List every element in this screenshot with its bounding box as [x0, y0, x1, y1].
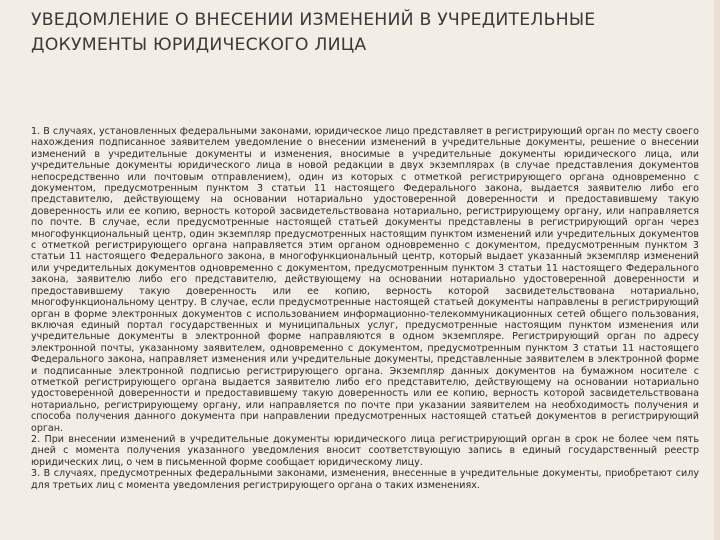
right-edge-divider [714, 0, 720, 540]
body-text [31, 126, 699, 491]
paragraph-3: 3. В случаях, предусмотренных федеральными законами, изменения, внесенные в учредительные документы, приобретают силу для третьих лиц с момента уведомления регистрирующего органа о таких изменениях. [31, 468, 699, 491]
paragraph-2: 2. При внесении изменений в учредительные документы юридического лица регистрирующий орган в срок не более чем пять дней с момента получения указанного уведомления вносит соответствующую запись в единый государственный реестр юридических лиц, о чем в письменной форме сообщает юридическому лицу. [31, 433, 699, 468]
paragraph-1: 1. В случаях, установленных федеральными законами, юридическое лицо представляет в регистрирующий орган по месту своего нахождения подписанное заявителем уведомление о внесении изменений в учредительные документы, решение о внесении изменений в учредительные документы и изменения, вносимые в учредительные документы юридического лица, или учредительные документы юридического лица в новой редакции в двух экземплярах (в случае представления документов непосредственно или почтовым отправлением), один из которых с отметкой регистрирующего органа одновременно с документом, предусмотренным пунктом 3 статьи 11 настоящего Федерального закона, выдается заявителю либо его представителю, действующему на основании нотариально удостоверенной доверенности и предоставившему такую доверенность или ее копию, верность которой засвидетельствована нотариально, регистрирующему органу, или направляется по почте. В случае, если предусмотренные настоящей статьей документы представлены в регистрирующий орган через многофункциональный центр, один экземпляр предусмотренных настоящим пунктом изменений или учредительных документов с отметкой регистрирующего органа направляется этим органом одновременно с документом, предусмотренным пунктом 3 статьи 11 настоящего Федерального закона, в многофункциональный центр, который выдает указанный экземпляр изменений или учредительных документов одновременно с документом, предусмотренным пунктом 3 статьи 11 настоящего Федерального закона, заявителю либо его представителю, действующему на основании нотариально удостоверенной доверенности и предоставившему такую доверенность или ее копию, верность которой засвидетельствована нотариально, многофункциональному центру. В случае, если предусмотренные настоящей статьей документы направлены в регистрирующий орган в форме электронных документов с использованием информационно-телекоммуникационных сетей общего пользования, включая единый портал государственных и муниципальных услуг, предусмотренные настоящим пунктом изменения или учредительные документы в электронной форме направляются в одном экземпляре. Регистрирующий орган по адресу электронной почты, указанному заявителем, одновременно с документом, предусмотренным пунктом 3 статьи 11 настоящего Федерального закона, направляет изменения или учредительные документы, представленные заявителем в электронной форме и подписанные электронной подписью регистрирующего органа. Экземпляр данных документов на бумажном носителе с отметкой регистрирующего органа выдается заявителю либо его представителю, действующему на основании нотариально удостоверенной доверенности и предоставившему такую доверенность или ее копию, верность которой засвидетельствована нотариально, регистрирующему органу, или направляется по почте при указании заявителем на необходимость получения и способа получения данного документа при направлении предусмотренных настоящей статьей документов в регистрирующий орган. [31, 126, 699, 434]
page-title: УВЕДОМЛЕНИЕ О ВНЕСЕНИИ ИЗМЕНЕНИЙ В УЧРЕДИТЕЛЬНЫЕ ДОКУМЕНТЫ ЮРИДИЧЕСКОГО ЛИЦА [31, 10, 596, 55]
